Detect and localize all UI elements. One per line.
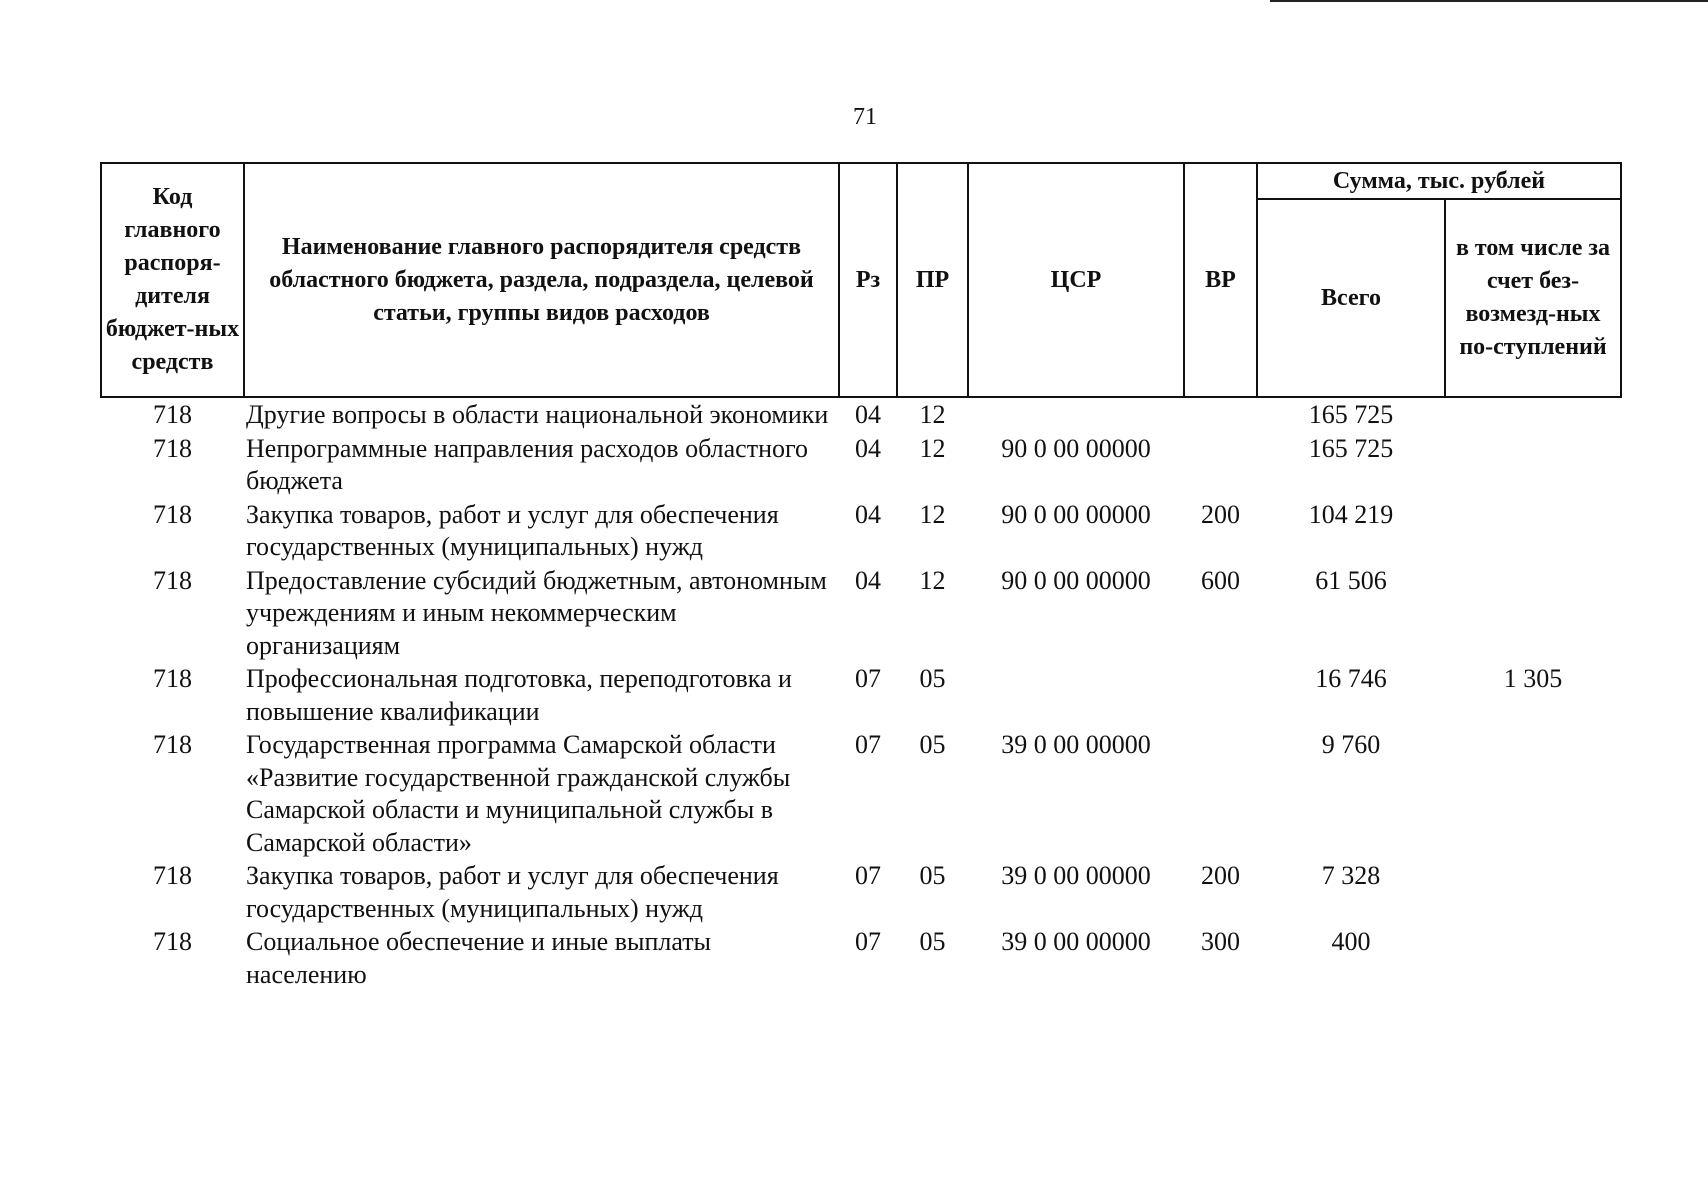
cell-free	[1445, 397, 1621, 432]
header-name: Наименование главного распорядителя средств областного бюджета, раздела, подраздела, целевой статьи, группы видов расходов	[244, 163, 839, 397]
cell-csr	[968, 397, 1184, 432]
cell-total: 165 725	[1308, 433, 1394, 463]
cell-free	[1445, 498, 1621, 564]
cell-name: Закупка товаров, работ и услуг для обеспечения государственных (муниципальных) нужд	[246, 861, 779, 923]
table-row	[101, 925, 1621, 991]
cell-csr: 39 0 00 00000	[1001, 861, 1151, 890]
cell-vr	[1184, 432, 1257, 498]
header-vr: ВР	[1184, 163, 1257, 397]
cell-rz: 04	[855, 499, 881, 529]
cell-name: Предоставление субсидий бюджетным, автономным учреждениям и иным некоммерческим организациям	[246, 565, 827, 660]
cell-total: 16 746	[1315, 664, 1387, 693]
cell-vr	[1184, 397, 1257, 432]
header-sum: Сумма, тыс. рублей	[1257, 163, 1621, 199]
cell-rz: 07	[855, 861, 881, 890]
table-row	[101, 498, 1621, 564]
table-row	[101, 397, 1621, 432]
cell-rz: 07	[855, 730, 881, 759]
cell-rz: 07	[855, 927, 881, 956]
cell-pr: 12	[919, 565, 946, 595]
cell-rz: 07	[855, 664, 881, 693]
table-row	[101, 662, 1621, 728]
cell-csr: 39 0 00 00000	[1001, 927, 1151, 956]
cell-pr: 05	[919, 730, 946, 759]
cell-free	[1445, 859, 1621, 925]
table-body	[101, 397, 1621, 991]
cell-free	[1445, 432, 1621, 498]
cell-code: 718	[153, 861, 192, 890]
table-row	[101, 859, 1621, 925]
cell-total: 165 725	[1308, 400, 1394, 429]
cell-total: 400	[1331, 927, 1371, 956]
cell-code: 718	[153, 664, 192, 693]
cell-pr: 05	[919, 861, 946, 890]
cell-vr: 200	[1201, 499, 1240, 529]
cell-code: 718	[153, 730, 192, 759]
cell-vr	[1184, 728, 1257, 859]
cell-rz: 04	[855, 433, 881, 463]
cell-pr: 05	[919, 927, 946, 956]
cell-pr: 12	[919, 433, 946, 463]
cell-total: 104 219	[1308, 499, 1394, 529]
cell-code: 718	[153, 433, 192, 463]
cell-free	[1445, 564, 1621, 663]
cell-vr: 600	[1201, 565, 1240, 595]
cell-pr: 12	[919, 499, 946, 529]
cell-free	[1445, 925, 1621, 991]
cell-pr: 12	[919, 400, 946, 429]
header-csr: ЦСР	[968, 163, 1184, 397]
cell-name: Профессиональная подготовка, переподготовка и повышение квалификации	[246, 664, 792, 726]
header-total: Всего	[1257, 199, 1445, 397]
cell-rz: 04	[855, 400, 881, 429]
cell-code: 718	[153, 499, 192, 529]
cell-vr: 200	[1201, 861, 1240, 890]
page-number: 71	[853, 104, 877, 130]
cell-vr	[1184, 662, 1257, 728]
table-row	[101, 432, 1621, 498]
cell-csr	[968, 662, 1184, 728]
budget-table	[100, 162, 1622, 991]
table-row	[101, 728, 1621, 859]
cell-total: 61 506	[1315, 565, 1387, 595]
header-code: Код главного распоря-дителя бюджет-ных средств	[101, 163, 244, 397]
cell-name: Государственная программа Самарской области «Развитие государственной гражданской службы Самарской области и муниципальной службы в Самарской области»	[246, 730, 791, 857]
cell-csr: 90 0 00 00000	[1001, 565, 1151, 595]
cell-pr: 05	[919, 664, 946, 693]
cell-name: Другие вопросы в области национальной экономики	[246, 400, 829, 429]
cell-vr: 300	[1201, 927, 1240, 956]
cell-code: 718	[153, 400, 192, 429]
cell-name: Непрограммные направления расходов областного бюджета	[246, 433, 808, 495]
cell-code: 718	[153, 927, 192, 956]
cell-free	[1445, 728, 1621, 859]
cell-csr: 39 0 00 00000	[1001, 730, 1151, 759]
cell-csr: 90 0 00 00000	[1001, 499, 1151, 529]
header-pr: ПР	[897, 163, 968, 397]
cell-rz: 04	[855, 565, 881, 595]
cell-csr: 90 0 00 00000	[1001, 433, 1151, 463]
header-free: в том числе за счет без-возмезд-ных по-ступлений	[1445, 199, 1621, 397]
table-header	[101, 163, 1621, 397]
cell-total: 9 760	[1321, 730, 1381, 759]
cell-name: Закупка товаров, работ и услуг для обеспечения государственных (муниципальных) нужд	[246, 499, 779, 561]
cell-code: 718	[153, 565, 192, 595]
cell-total: 7 328	[1321, 861, 1381, 890]
cell-name: Социальное обеспечение и иные выплаты населению	[246, 927, 712, 989]
header-rz: Рз	[839, 163, 897, 397]
top-border-line	[1270, 0, 1708, 2]
table-row	[101, 564, 1621, 663]
cell-free: 1 305	[1503, 664, 1563, 693]
